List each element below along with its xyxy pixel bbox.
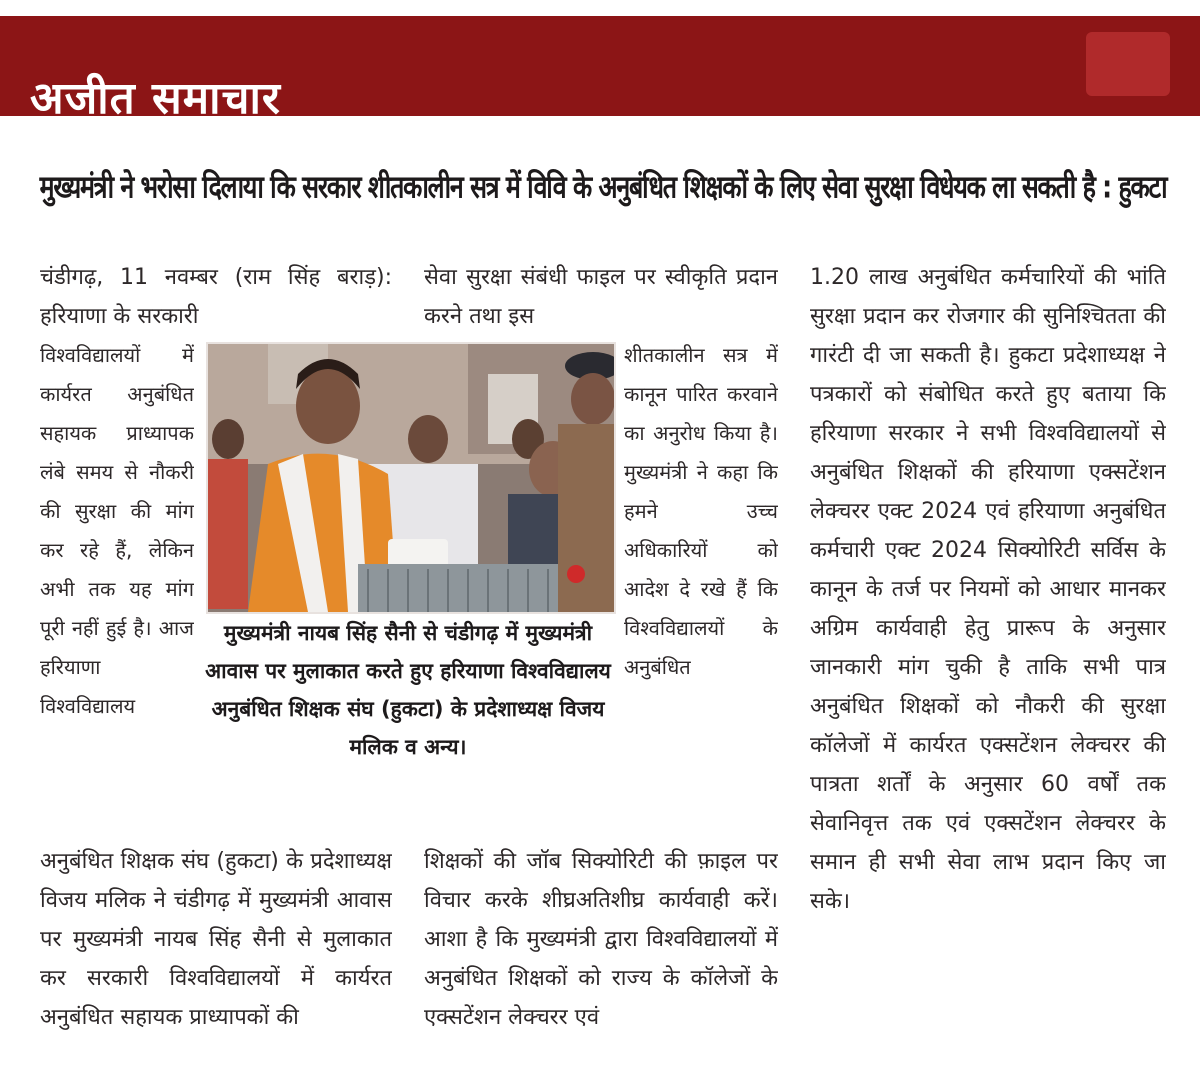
col1-intro: चंडीगढ़, 11 नवम्बर (राम सिंह बराड़): हरियाणा के सरकारी: [40, 265, 392, 329]
col3-text: 1.20 लाख अनुबंधित कर्मचारियों की भांति सुरक्षा प्रदान कर रोजगार की सुनिश्चितता की गारंटी दी जा सकती है। हुकटा प्रदेशाध्यक्ष ने पत्रकारों को संबोधित करते हुए बताया कि हरियाणा सरकार ने सभी विश्वविद्यालयों से अनुबंधित शिक्षकों की हरियाणा एक्सटेंशन लेक्चरर एक्ट 2024 एवं हरियाणा अनुबंधित कर्मचारी एक्ट 2024 सिक्योरिटी सर्विस के कानून के तर्ज पर नियमों को आधार मानकर अग्रिम कार्यवाही हेतु प्रारूप के अनुसार जानकारी मांग चुकी है ताकि सभी पात्र अनुबंधित शिक्षकों को नौकरी की सुरक्षा कॉलेजों में कार्यरत एक्सटेंशन लेक्चरर की पात्रता शर्तों के अनुसार 60 वर्षों तक सेवानिवृत्त तक एवं एक्सटेंशन लेक्चरर के समान ही सभी सेवा लाभ प्रदान किए जा सके।: [810, 265, 1166, 914]
col2-bottom-text: शिक्षकों की जॉब सिक्योरिटी की फ़ाइल पर विचार करके शीघ्रअतिशीघ्र कार्यवाही करें। आशा है कि मुख्यमंत्री द्वारा विश्वविद्यालयों में अनुबंधित शिक्षकों को राज्य के कॉलेजों के एक्सटेंशन लेक्चरर एवं: [424, 849, 778, 1030]
news-photo: [206, 342, 616, 614]
photo-caption: मुख्यमंत्री नायब सिंह सैनी से चंडीगढ़ में मुख्यमंत्री आवास पर मुलाकात करते हुए हरियाणा विश्वविद्यालय अनुबंधित शिक्षक संघ (हुकटा) के प्रदेशाध्यक्ष विजय मलिक व अन्य।: [205, 621, 611, 759]
masthead-bar: [0, 16, 1200, 124]
article-headline: मुख्यमंत्री ने भरोसा दिलाया कि सरकार शीतकालीन सत्र में विवि के अनुबंधित शिक्षकों के लिए सेवा सुरक्षा विधेयक ला सकती है : हुकटा: [39, 168, 1167, 205]
col1-left-text: विश्वविद्यालयों में कार्यरत अनुबंधित सहायक प्राध्यापक लंबे समय से नौकरी की सुरक्षा की मांग कर रहे हैं, लेकिन अभी तक यह मांग पूरी नहीं हुई है। आज हरियाणा विश्वविद्यालय: [40, 343, 194, 718]
masthead-logo: अजीत समाचार: [30, 73, 281, 124]
col2-top-text: सेवा सुरक्षा संबंधी फाइल पर स्वीकृति प्रदान करने तथा इस: [424, 265, 778, 329]
masthead-badge: [1086, 32, 1170, 96]
col2-right-text: शीतकालीन सत्र में कानून पारित करवाने का अनुरोध किया है। मुख्यमंत्री ने कहा कि हमने उच्च अधिकारियों को आदेश दे रखे हैं कि विश्वविद्यालयों के अनुबंधित: [624, 343, 778, 679]
col1-bottom-text: अनुबंधित शिक्षक संघ (हुकटा) के प्रदेशाध्यक्ष विजय मलिक ने चंडीगढ़ में मुख्यमंत्री आवास पर मुख्यमंत्री नायब सिंह सैनी से मुलाकात कर सरकारी विश्वविद्यालयों में कार्यरत अनुबंधित सहायक प्राध्यापकों की: [40, 849, 392, 1030]
